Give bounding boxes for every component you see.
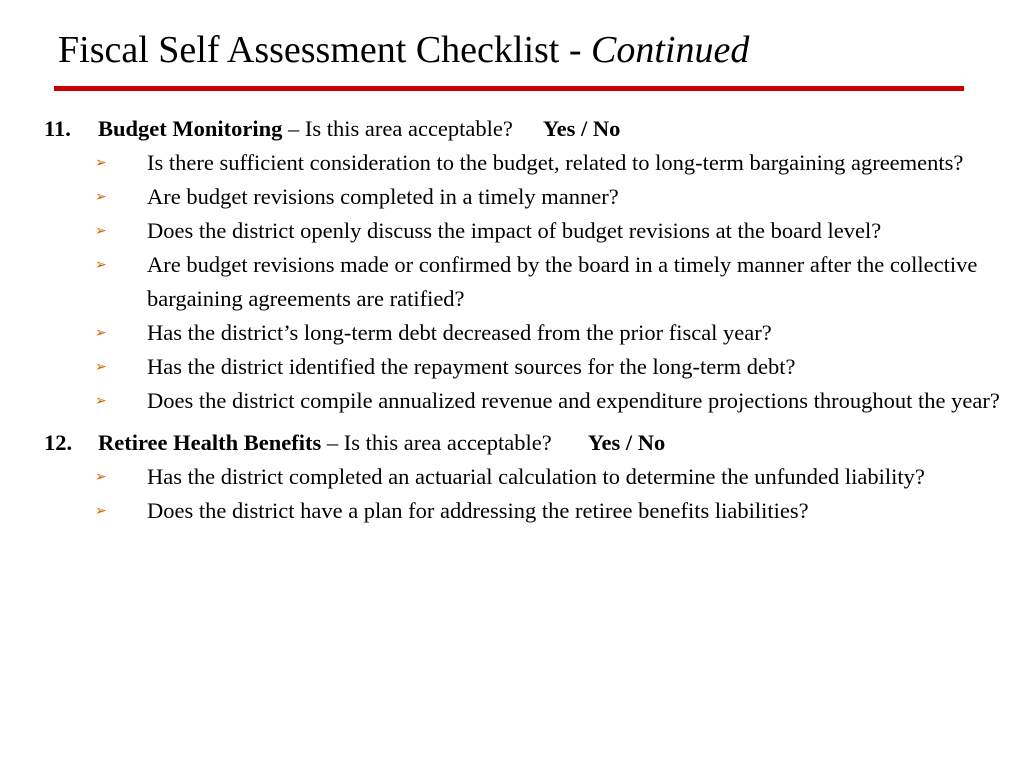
yes-no-answer: Yes / No bbox=[542, 116, 621, 141]
section-number: 11. bbox=[44, 116, 71, 141]
list-item bbox=[0, 384, 1024, 418]
list-item bbox=[0, 146, 1024, 180]
section-prompt: – Is this area acceptable? bbox=[321, 430, 552, 455]
title-divider bbox=[54, 86, 964, 91]
list-item bbox=[0, 494, 1024, 528]
arrow-bullet-icon: ➢ bbox=[95, 223, 107, 239]
section-heading bbox=[0, 426, 1024, 460]
checklist-section-11 bbox=[0, 112, 1024, 418]
section-prompt: – Is this area acceptable? bbox=[282, 116, 513, 141]
arrow-bullet-icon: ➢ bbox=[95, 469, 107, 485]
list-item bbox=[0, 180, 1024, 214]
section-number: 12. bbox=[44, 430, 73, 455]
arrow-bullet-icon: ➢ bbox=[95, 189, 107, 205]
arrow-bullet-icon: ➢ bbox=[95, 359, 107, 375]
list-item bbox=[0, 460, 1024, 494]
arrow-bullet-icon: ➢ bbox=[95, 155, 107, 171]
arrow-bullet-icon: ➢ bbox=[95, 393, 107, 409]
page-title bbox=[58, 28, 749, 72]
bullet-list bbox=[0, 460, 1024, 528]
checklist-section-12 bbox=[0, 426, 1024, 528]
yes-no-answer: Yes / No bbox=[587, 430, 666, 455]
list-item-text: Are budget revisions made or confirmed by the board in a timely manner after the collective bargaining agreements are ratified? bbox=[147, 252, 978, 311]
page-title-main: Fiscal Self Assessment Checklist - bbox=[58, 29, 592, 71]
list-item-text: Has the district completed an actuarial calculation to determine the unfunded liability? bbox=[147, 464, 925, 489]
bullet-list bbox=[0, 146, 1024, 418]
section-title: Retiree Health Benefits bbox=[98, 430, 322, 455]
list-item bbox=[0, 214, 1024, 248]
list-item bbox=[0, 350, 1024, 384]
list-item-text: Does the district compile annualized revenue and expenditure projections throughout the year? bbox=[147, 388, 1000, 413]
list-item-text: Does the district openly discuss the impact of budget revisions at the board level? bbox=[147, 218, 882, 243]
list-item bbox=[0, 316, 1024, 350]
list-item-text: Is there sufficient consideration to the budget, related to long-term bargaining agreements? bbox=[147, 150, 964, 175]
checklist bbox=[0, 112, 1024, 536]
list-item-text: Has the district identified the repayment sources for the long-term debt? bbox=[147, 354, 796, 379]
list-item-text: Are budget revisions completed in a timely manner? bbox=[147, 184, 619, 209]
section-heading bbox=[0, 112, 1024, 146]
arrow-bullet-icon: ➢ bbox=[95, 325, 107, 341]
section-title: Budget Monitoring bbox=[98, 116, 283, 141]
list-item-text: Does the district have a plan for addressing the retiree benefits liabilities? bbox=[147, 498, 809, 523]
list-item bbox=[0, 248, 1024, 316]
list-item-text: Has the district’s long-term debt decreased from the prior fiscal year? bbox=[147, 320, 772, 345]
page-title-continued: Continued bbox=[591, 29, 750, 71]
arrow-bullet-icon: ➢ bbox=[95, 503, 107, 519]
arrow-bullet-icon: ➢ bbox=[95, 257, 107, 273]
